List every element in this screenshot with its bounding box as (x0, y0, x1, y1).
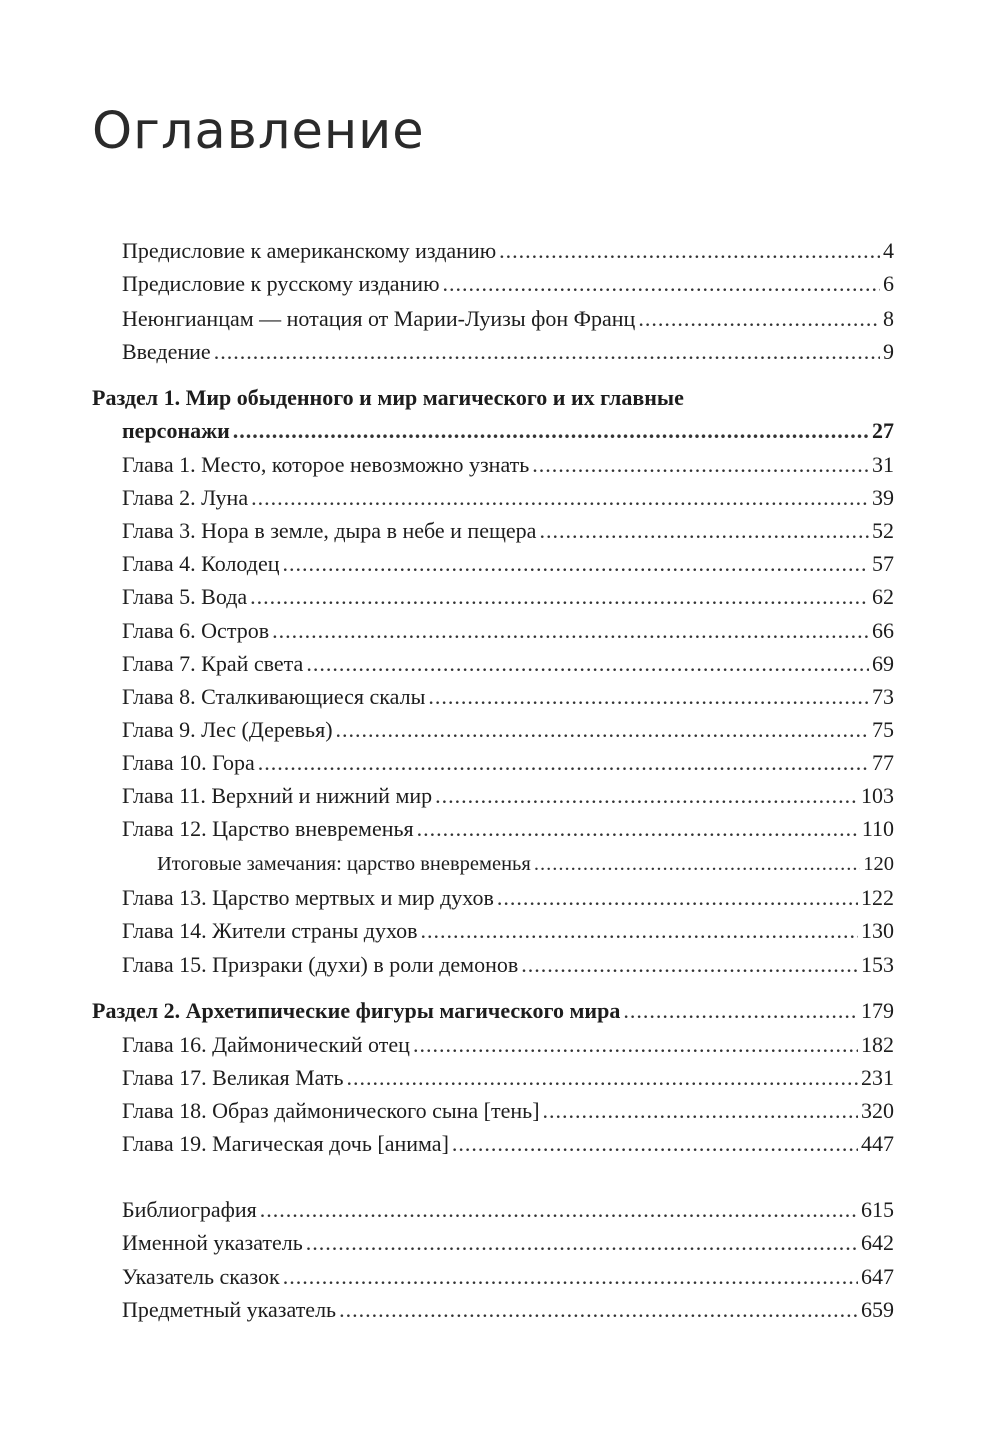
dot-leader (443, 267, 880, 300)
toc-entry-page: 103 (861, 783, 894, 808)
toc-entry-page: 130 (861, 918, 894, 943)
section-2-heading[interactable] (92, 994, 894, 1027)
dot-leader (339, 1293, 858, 1326)
toc-entry-page: 153 (861, 952, 894, 977)
toc-entry-label: Итоговые замечания: царство вневременья (157, 853, 531, 875)
toc-entry-page: 615 (861, 1197, 894, 1222)
dot-leader (336, 713, 869, 746)
toc-entry-page: 6 (883, 271, 894, 296)
dot-leader (258, 746, 869, 779)
toc-entry-page: 31 (872, 452, 894, 477)
toc-entry-page: 4 (883, 238, 894, 263)
section-1-heading[interactable]: Раздел 1. Мир обыденного и мир магического и их главные (92, 385, 684, 410)
toc-chapter-entry[interactable] (122, 1094, 894, 1127)
toc-entry-page: 447 (861, 1131, 894, 1156)
toc-entry-label: Глава 19. Магическая дочь [анима] (122, 1131, 449, 1156)
section-1-heading-line2[interactable] (122, 414, 894, 447)
toc-chapter-entry[interactable] (122, 881, 894, 914)
dot-leader (452, 1127, 858, 1160)
dot-leader (623, 994, 858, 1027)
toc-entry-page: 52 (872, 518, 894, 543)
toc-chapter-entry[interactable] (122, 580, 894, 613)
dot-leader (283, 1260, 858, 1293)
toc-chapter-entry[interactable] (122, 948, 894, 981)
toc-entry[interactable] (122, 1293, 894, 1326)
toc-entry-label: Глава 5. Вода (122, 584, 248, 609)
toc-entry-label: Глава 14. Жители страны духов (122, 918, 418, 943)
dot-leader (638, 302, 880, 335)
toc-chapter-entry[interactable] (122, 680, 894, 713)
dot-leader (413, 1028, 858, 1061)
toc-entry-label: Глава 8. Сталкивающиеся скалы (122, 684, 426, 709)
toc-chapter-entry[interactable] (122, 481, 894, 514)
toc-entry[interactable] (122, 1193, 894, 1226)
toc-entry-page: 69 (872, 651, 894, 676)
toc-entry-page: 57 (872, 551, 894, 576)
toc-entry-page: 27 (872, 418, 894, 443)
dot-leader (521, 948, 858, 981)
toc-entry-label: Неюнгианцам — нотация от Марии-Луизы фон Франц (122, 306, 636, 331)
toc-chapter-entry[interactable] (122, 647, 894, 680)
toc-entry[interactable] (122, 302, 894, 335)
toc-entry-label: Указатель сказок (122, 1264, 280, 1289)
toc-entry[interactable] (122, 234, 894, 267)
toc-entry-label: Глава 2. Луна (122, 485, 249, 510)
toc-chapter-entry[interactable] (122, 1061, 894, 1094)
toc-entry-label: Предметный указатель (122, 1297, 337, 1322)
toc-chapter-entry[interactable] (122, 448, 894, 481)
dot-leader (417, 812, 859, 845)
toc-entry[interactable] (122, 1226, 894, 1259)
toc-entry-page: 9 (883, 339, 894, 364)
toc-entry-label: Глава 3. Нора в земле, дыра в небе и пещера (122, 518, 537, 543)
dot-leader (499, 234, 880, 267)
toc-chapter-entry[interactable] (122, 514, 894, 547)
toc-entry-label: Глава 17. Великая Мать (122, 1065, 344, 1090)
dot-leader (250, 580, 869, 613)
toc-entry-label: Глава 9. Лес (Деревья) (122, 717, 333, 742)
toc-entry-page: 642 (861, 1230, 894, 1255)
toc-chapter-entry[interactable] (122, 914, 894, 947)
toc-entry-label: Глава 12. Царство вневременья (122, 816, 414, 841)
toc-entry-page: 320 (861, 1098, 894, 1123)
toc-entry-label: Предисловие к американскому изданию (122, 238, 497, 263)
toc-entry-page: 179 (861, 998, 894, 1023)
toc-entry-label: Предисловие к русскому изданию (122, 271, 440, 296)
dot-leader (428, 680, 869, 713)
toc-subsection-entry[interactable] (157, 848, 894, 881)
toc-entry-page: 75 (872, 717, 894, 742)
toc-entry-label: Именной указатель (122, 1230, 303, 1255)
toc-chapter-entry[interactable] (122, 1028, 894, 1061)
toc-entry-page: 8 (883, 306, 894, 331)
toc-entry-page: 182 (861, 1032, 894, 1057)
dot-leader (260, 1193, 858, 1226)
toc-entry-label: Глава 4. Колодец (122, 551, 280, 576)
dot-leader (272, 614, 869, 647)
toc-entry-page: 77 (872, 750, 894, 775)
dot-leader (306, 1226, 858, 1259)
toc-chapter-entry[interactable] (122, 547, 894, 580)
toc-entry-page: 73 (872, 684, 894, 709)
toc-entry-page: 39 (872, 485, 894, 510)
toc-chapter-entry[interactable] (122, 746, 894, 779)
toc-chapter-entry[interactable] (122, 812, 894, 845)
dot-leader (539, 514, 869, 547)
toc-entry-label: Глава 15. Призраки (духи) в роли демонов (122, 952, 519, 977)
toc-entry-label: персонажи (122, 418, 230, 443)
toc-chapter-entry[interactable] (122, 1127, 894, 1160)
dot-leader (435, 779, 858, 812)
dot-leader (532, 448, 869, 481)
toc-entry-label: Глава 16. Даймонический отец (122, 1032, 410, 1057)
toc-entry-page: 120 (863, 853, 894, 875)
dot-leader (347, 1061, 858, 1094)
toc-entry-page: 647 (861, 1264, 894, 1289)
dot-leader (421, 914, 859, 947)
dot-leader (251, 481, 869, 514)
toc-chapter-entry[interactable] (122, 614, 894, 647)
toc-chapter-entry[interactable] (122, 779, 894, 812)
toc-entry-label: Библиография (122, 1197, 257, 1222)
toc-entry-page: 122 (861, 885, 894, 910)
toc-entry-label: Раздел 2. Архетипические фигуры магического мира (92, 998, 621, 1023)
toc-chapter-entry[interactable] (122, 713, 894, 746)
toc-entry-label: Глава 6. Остров (122, 618, 270, 643)
toc-entry[interactable] (122, 1260, 894, 1293)
toc-entry-label: Глава 18. Образ даймонического сына [тень] (122, 1098, 540, 1123)
toc-entry-page: 66 (872, 618, 894, 643)
toc-entry-label: Глава 7. Край света (122, 651, 304, 676)
dot-leader (497, 881, 858, 914)
toc-entry-page: 62 (872, 584, 894, 609)
dot-leader (214, 335, 880, 368)
dot-leader (534, 848, 860, 881)
dot-leader (543, 1094, 858, 1127)
toc-entry-label: Глава 10. Гора (122, 750, 255, 775)
toc-entry-label: Глава 1. Место, которое невозможно узнать (122, 452, 530, 477)
toc-entry[interactable] (122, 267, 894, 300)
toc-entry[interactable] (122, 335, 894, 368)
dot-leader (233, 414, 869, 447)
toc-entry-label: Введение (122, 339, 211, 364)
dot-leader (283, 547, 869, 580)
toc-entry-page: 231 (861, 1065, 894, 1090)
toc-entry-page: 659 (861, 1297, 894, 1322)
page-title: Оглавление (92, 102, 425, 161)
toc-entry-label: Глава 11. Верхний и нижний мир (122, 783, 433, 808)
dot-leader (306, 647, 869, 680)
toc-entry-page: 110 (861, 816, 894, 841)
toc-entry-label: Глава 13. Царство мертвых и мир духов (122, 885, 494, 910)
